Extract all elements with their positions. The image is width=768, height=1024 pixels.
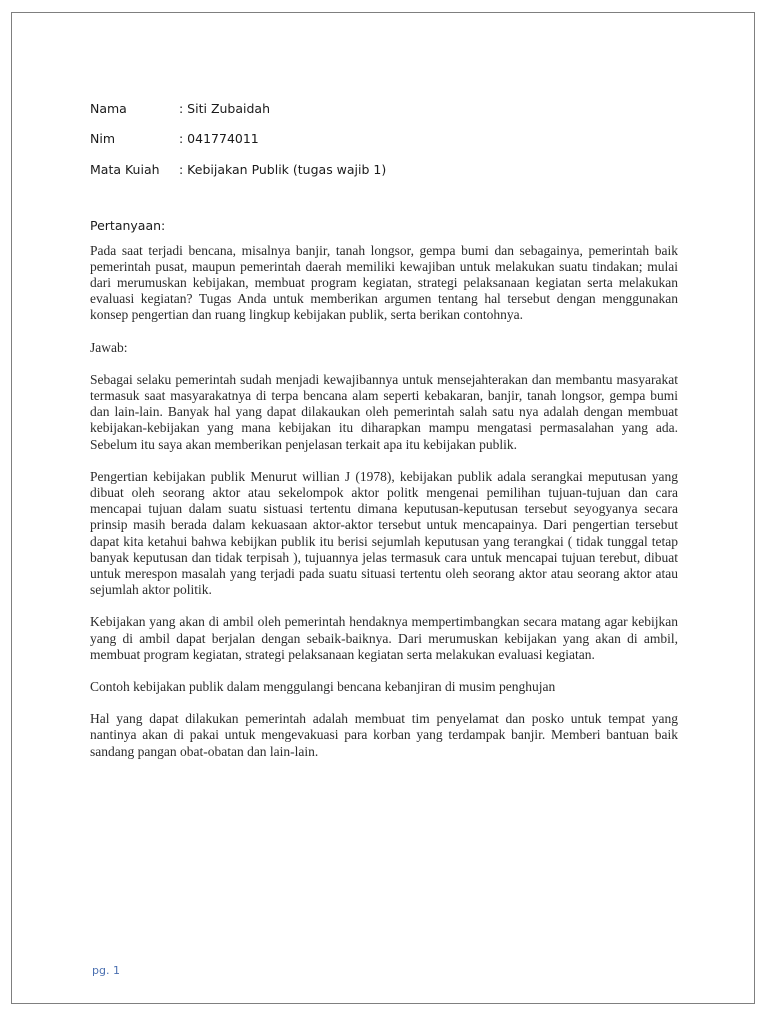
question-paragraph: Pada saat terjadi bencana, misalnya banjir, tanah longsor, gempa bumi dan sebagainya, pemerintah baik pemerintah pusat, maupun pemerintah daerah memiliki kewajiban untuk melakukan suatu tindakan; mulai dari merumuskan kebijakan, membuat program kegiatan, strategi pelaksanaan kegiatan serta melakukan evaluasi kegiatan? Tugas Anda untuk memberikan argumen tentang hal tersebut dengan menggunakan konsep pengertian dan ruang lingkup kebijakan publik, serta berikan contohnya. bbox=[90, 242, 678, 323]
question-heading: Pertanyaan: bbox=[90, 217, 166, 233]
answer-paragraph: Pengertian kebijakan publik Menurut willian J (1978), kebijakan publik adala serangkai meputusan yang dibuat oleh seorang aktor atau sekelompok aktor politk mengenai pemilihan tujuan-tujuan dan cara mencapai tujuan dalam suatu sistuasi tertentu dimana keputusan-keputusan tersebut seyogyanya secara prinsip masih berada dalam kekuasaan aktor-aktor tersebut untuk mencapainya. Dari pengertian tersebut dapat kita ketahui bahwa kebijkan publik itu berisi sejumlah keputusan yang terangkai ( tidak tunggal tetap banyak keputusan dan tidak terpisah ), tujuannya jelas termasuk cara untuk mencapai tujuan terebut, dibuat untuk merespon masalah yang terjadi pada suatu situasi tertentu oleh seorang aktor atau seorang aktor atau sejumlah aktor politik. bbox=[90, 468, 678, 598]
info-row-nim bbox=[90, 124, 678, 155]
answer-paragraph: Kebijakan yang akan di ambil oleh pemerintah hendaknya mempertimbangkan secara matang agar kebijkan yang di ambil dapat berjalan dengan sebaik-baiknya. Dari merumuskan kebijakan yang akan di ambil, membuat program kegiatan, strategi pelaksanaan kegiatan serta melakukan evaluasi kegiatan. bbox=[90, 614, 678, 662]
page-number: pg. 1 bbox=[92, 964, 120, 977]
info-label: Nama bbox=[90, 100, 127, 116]
info-value: : Siti Zubaidah bbox=[179, 100, 271, 116]
student-info bbox=[90, 93, 678, 185]
info-row-mata-kuliah bbox=[90, 154, 678, 185]
info-row-nama bbox=[90, 93, 678, 124]
info-label: Mata Kuiah bbox=[90, 161, 160, 177]
answer-paragraph: Contoh kebijakan publik dalam menggulangi bencana kebanjiran di musim penghujan bbox=[90, 678, 556, 694]
answer-paragraph: Sebagai selaku pemerintah sudah menjadi kewajibannya untuk mensejahterakan dan membantu masyarakat termasuk saat masyarakatnya di terpa bencana alam seperti kebakaran, banjir, tanah longsor, gempa bumi dan lain-lain. Banyak hal yang dapat dilakaukan oleh pemerintah salah satu nya adalah dengan membuat kebijakan-kebijakan yang mana kebijakan itu diharapkan mampu mengatasi permasalahan yang ada. Sebelum itu saya akan memberikan penjelasan terkait apa itu kebijakan publik. bbox=[90, 371, 678, 452]
answer-label: Jawab: bbox=[90, 339, 128, 355]
document-content bbox=[90, 93, 678, 776]
info-value: : Kebijakan Publik (tugas wajib 1) bbox=[179, 161, 387, 177]
info-value: : 041774011 bbox=[179, 131, 259, 147]
answer-paragraph: Hal yang dapat dilakukan pemerintah adalah membuat tim penyelamat dan posko untuk tempat yang nantinya akan di pakai untuk mengevakuasi para korban yang terdampak banjir. Memberi bantuan baik sandang pangan obat-obatan dan lain-lain. bbox=[90, 711, 678, 759]
info-label: Nim bbox=[90, 131, 115, 147]
